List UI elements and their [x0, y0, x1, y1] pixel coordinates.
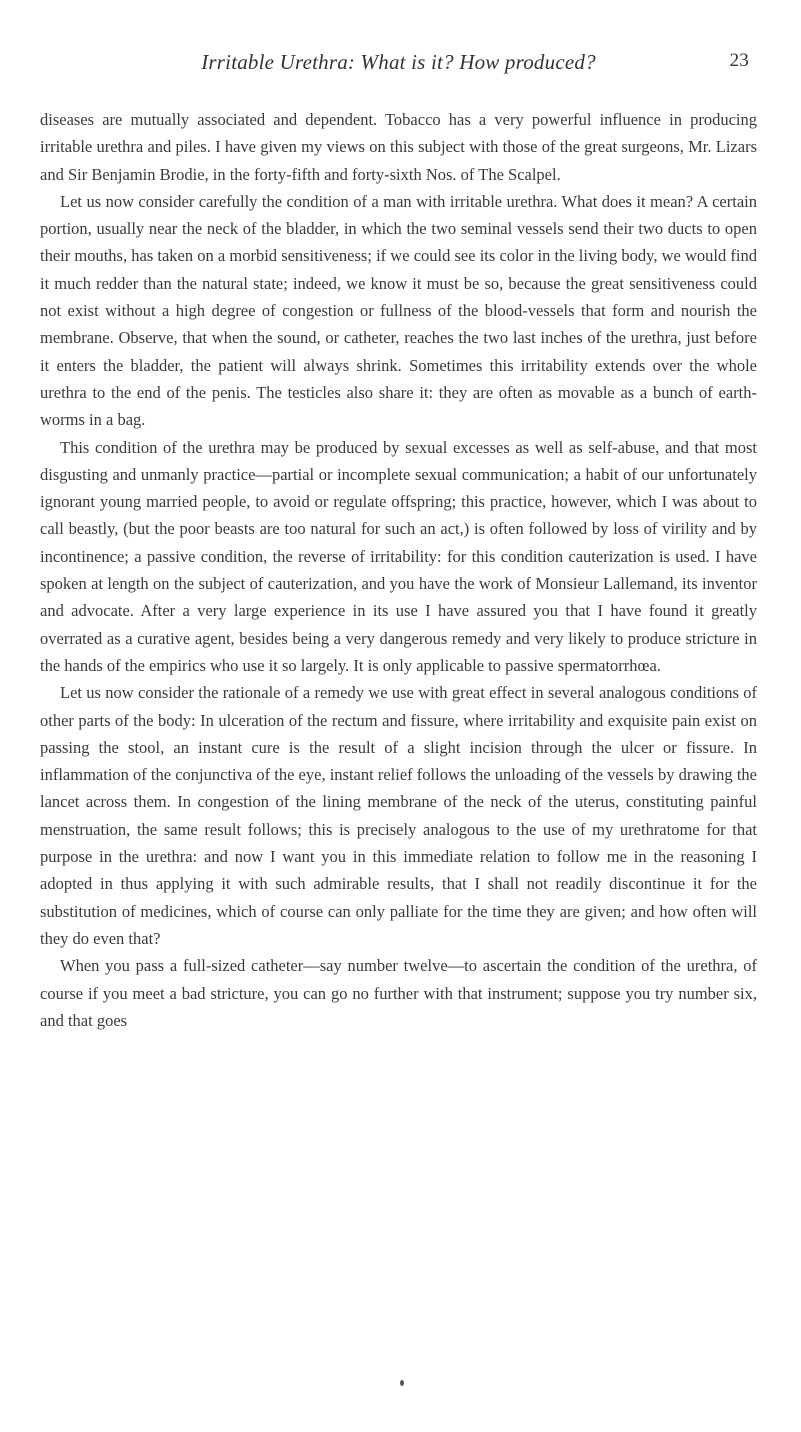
paragraph-4: Let us now consider the rationale of a remedy we use with great effect in several analogous conditions of other parts of the body: In ulceration of the rectum and fissure, where irritability and exquisite pain exist on passing the stool, an instant cure is the result of a slight incision through the ulcer or fissure. In inflammation of the conjunctiva of the eye, instant relief follows the unloading of the vessels by drawing the lancet across them. In congestion of the lining membrane of the neck of the uterus, constituting painful menstruation, the same result follows; this is precisely analogous to the use of my urethratome for that purpose in the urethra: and now I want you in this immediate relation to follow me in the reasoning I adopted in thus applying it with such admirable results, that I shall not readily discontinue it for the substitution of medicines, which of course can only palliate for the time they are given; and how often will they do even that?: [40, 683, 757, 948]
paragraph-3: This condition of the urethra may be produced by sexual excesses as well as self-abuse, and that most disgusting and unmanly practice—partial or incomplete sexual communication; a habit of our unfortunately ignorant young married people, to avoid or regulate offspring; this practice, however, which I was about to call beastly, (but the poor beasts are too natural for such an act,) is often followed by loss of virility and by incontinence; a passive condition, the reverse of irritability: for this condition cauterization is used. I have spoken at length on the subject of cauterization, and you have the work of Monsieur Lallemand, its inventor and advocate. After a very large experience in its use I have assured you that I have found it greatly overrated as a curative agent, besides being a very dangerous remedy and very likely to produce stricture in the hands of the empirics who use it so largely. It is only applicable to passive spermatorrhœa.: [40, 437, 757, 675]
running-head: [40, 50, 757, 90]
paragraph-1: diseases are mutually associated and dependent. Tobacco has a very powerful influence in producing irritable urethra and piles. I have given my views on this subject with those of the great surgeons, Mr. Lizars and Sir Benjamin Brodie, in the forty-fifth and forty-sixth Nos. of The Scalpel.: [40, 110, 757, 184]
paragraph-5: When you pass a full-sized catheter—say number twelve—to ascertain the condition of the urethra, of course if you meet a bad stricture, you can go no further with that instrument; suppose you try number six, and that goes: [40, 956, 757, 1030]
body-text: [40, 106, 757, 1034]
running-title: Irritable Urethra: What is it? How produced?: [201, 50, 596, 74]
printer-mark: [400, 1380, 404, 1386]
page-number: 23: [729, 50, 749, 71]
paragraph-2: Let us now consider carefully the condition of a man with irritable urethra. What does it mean? A certain portion, usually near the neck of the bladder, in which the two seminal vessels send their two ducts to open their mouths, has taken on a morbid sensitiveness; if we could see its color in the living body, we would find it much redder than the natural state; indeed, we know it must be so, because the great sensitiveness could not exist without a high degree of congestion or fullness of the blood-vessels that form and nourish the membrane. Observe, that when the sound, or catheter, reaches the two last inches of the urethra, just before it enters the bladder, the patient will always shrink. Sometimes this irritability extends over the whole urethra to the end of the penis. The testicles also share it: they are often as movable as a bunch of earth-worms in a bag.: [40, 191, 757, 430]
